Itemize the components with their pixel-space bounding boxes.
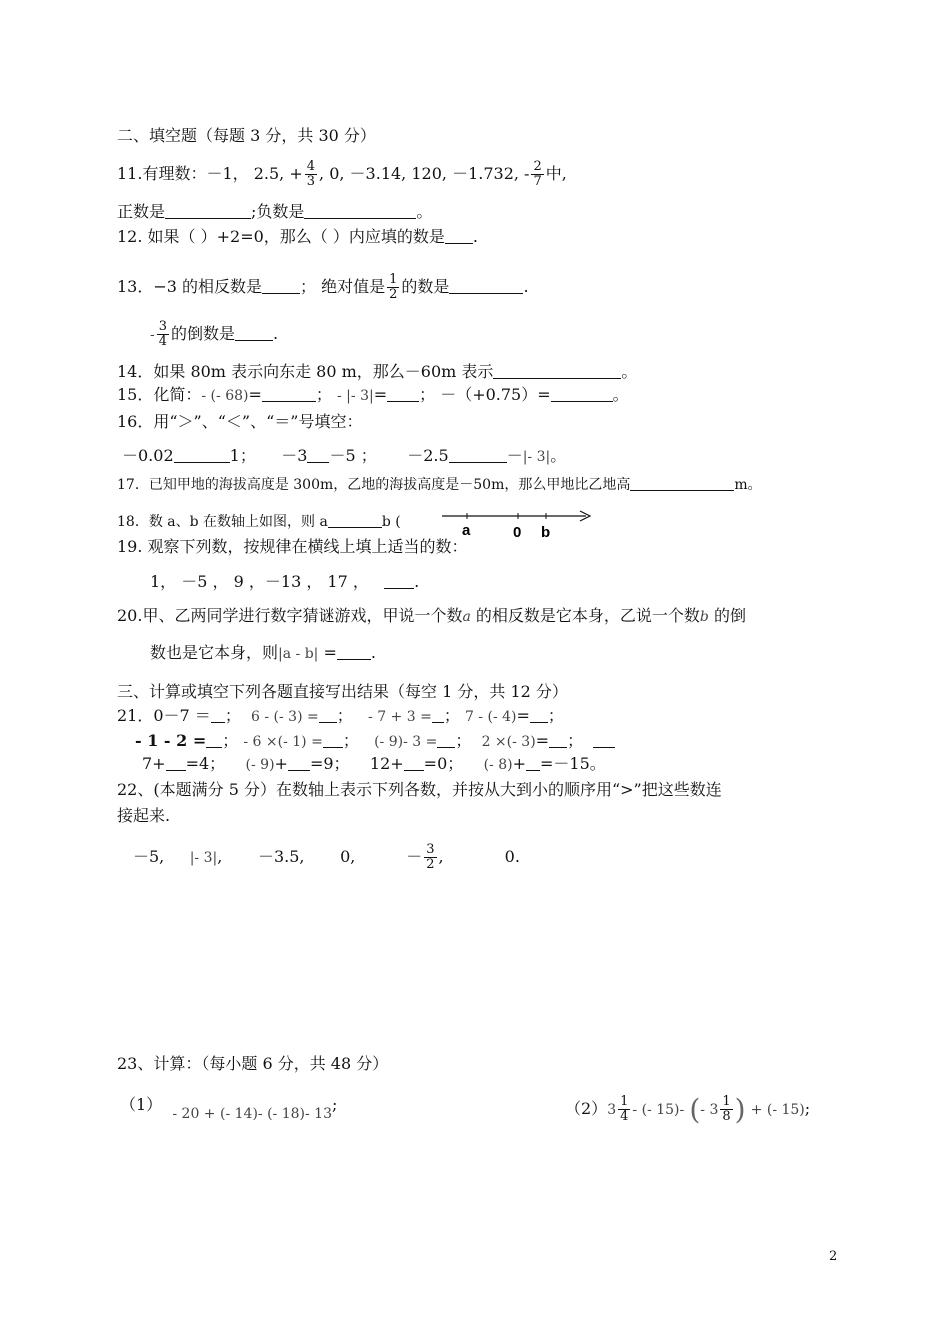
question-21-line3: 7+ =4； (- 9)+ =9； 12+ =0； (- 8)+ =－15。 [142,754,606,773]
answer-blank[interactable] [549,731,567,748]
question-21-line1: 21．0－7 ＝ ； 6 - (- 3) = ； - 7 + 3 = ； 7 - (- 4)= ； [117,706,564,725]
answer-blank[interactable] [174,446,230,463]
answer-blank[interactable] [551,385,613,402]
page-number: 2 [829,1249,838,1264]
question-16: 16．用“＞”、“＜”、“＝”号填空： [117,412,363,431]
answer-blank[interactable] [449,446,507,463]
answer-blank[interactable] [262,277,300,294]
question-20-part2: 数也是它本身，则|a - b| = . [150,643,376,662]
answer-blank[interactable] [323,731,343,748]
answer-blank[interactable] [432,706,444,723]
answer-blank[interactable] [166,754,186,771]
answer-blank[interactable] [206,731,222,748]
answer-blank[interactable] [211,706,225,723]
question-13: 13．−3 的相反数是 ； 绝对值是 $\frac{1}{2}$ 的数是 . [117,272,529,302]
fraction: $\frac{3}{4}$ [158,319,168,349]
answer-blank[interactable] [593,731,615,748]
question-23: 23、计算：（每小题 6 分，共 48 分） [117,1054,389,1073]
question-14: 14．如果 80m 表示向东走 80 m，那么－60m 表示 。 [117,362,638,381]
question-22: 22、(本题满分 5 分）在数轴上表示下列各数，并按从大到小的顺序用“>”把这些数连 [117,780,722,799]
question-23-part1: （1） - 20 + (- 14)- (- 18)- 13; [120,1095,338,1122]
question-19: 19. 观察下列数，按规律在横线上填上适当的数： [117,537,468,556]
section-title-calc: 三、计算或填空下列各题直接写出结果（每空 1 分，共 12 分） [117,682,568,701]
answer-blank[interactable] [630,474,734,491]
label-a: a [462,522,471,539]
label-b: b [541,524,551,541]
answer-blank[interactable] [337,643,371,660]
question-22-numbers: －5, |- 3|, －3.5, 0, － $\frac{3}{2}$ , 0. [133,842,520,872]
answer-blank[interactable] [404,754,424,771]
fraction: $\frac{1}{2}$ [389,272,398,302]
question-21-line2: - 1 - 2 = ； - 6 ×(- 1) = ； (- 9)- 3 = ； 2 ×(- 3)= ； [135,731,615,752]
answer-blank[interactable] [304,202,416,219]
answer-blank[interactable] [288,754,310,771]
question-18: 18．数 a、b 在数轴上如图，则 a b ( [117,511,401,532]
question-17: 17．已知甲地的海拔高度是 300m，乙地的海拔高度是－50m，那么甲地比乙地高 m。 [117,474,762,495]
fraction: $\frac{1}{8}$ [722,1094,731,1124]
question-15: 15．化简：- (- 68)= ； - |- 3|= ； －（+0.75）= 。 [117,385,629,404]
question-23-part2: （2）3 $\frac{1}{4}$ - (- 15)- (- 3 $\frac{1}{8}$ ) + (- 15); [565,1093,811,1126]
fraction: $\frac{1}{4}$ [620,1094,629,1124]
right-paren: ) [734,1093,746,1126]
answer-blank[interactable] [384,572,414,589]
question-22-cont: 接起来. [117,806,171,825]
question-19-sequence: 1， －5 ， 9 ，－13 ， 17 ， . [150,572,420,591]
answer-blank[interactable] [437,731,455,748]
left-paren: ( [689,1093,701,1126]
fraction: $\frac{3}{2}$ [426,842,435,872]
answer-blank[interactable] [493,362,621,379]
question-11: 11.有理数：－1， 2.5, + $\frac{4}{3}$ , 0, －3.14, 120, －1.732, - $\frac{2}{7}$ 中, [117,159,567,189]
question-20: 20.甲、乙两同学进行数字猜谜游戏，甲说一个数a 的相反数是它本身，乙说一个数b 的倒 [117,606,746,625]
question-11-answers: 正数是 ;负数是 。 [117,202,433,221]
answer-blank[interactable] [526,754,540,771]
section-title-fill-blank: 二、填空题（每题 3 分，共 30 分） [117,126,376,145]
question-16-items: －0.02 1； －3 －5 ； －2.5 －|- 3|。 [122,446,567,465]
answer-blank[interactable] [445,227,473,244]
answer-blank[interactable] [235,324,273,341]
label-0: 0 [513,524,522,541]
question-13-part2: - $\frac{3}{4}$ 的倒数是 . [150,319,279,349]
fraction: $\frac{4}{3}$ [306,159,316,189]
answer-blank[interactable] [387,385,419,402]
answer-blank[interactable] [307,446,329,463]
answer-blank[interactable] [328,511,382,528]
answer-blank[interactable] [319,706,337,723]
answer-blank[interactable] [530,706,548,723]
answer-blank[interactable] [262,385,316,402]
answer-blank[interactable] [449,277,523,294]
question-12: 12. 如果（ ）+2=0，那么（ ）内应填的数是 . [117,227,478,246]
fraction: $\frac{2}{7}$ [533,159,542,189]
answer-blank[interactable] [165,202,251,219]
